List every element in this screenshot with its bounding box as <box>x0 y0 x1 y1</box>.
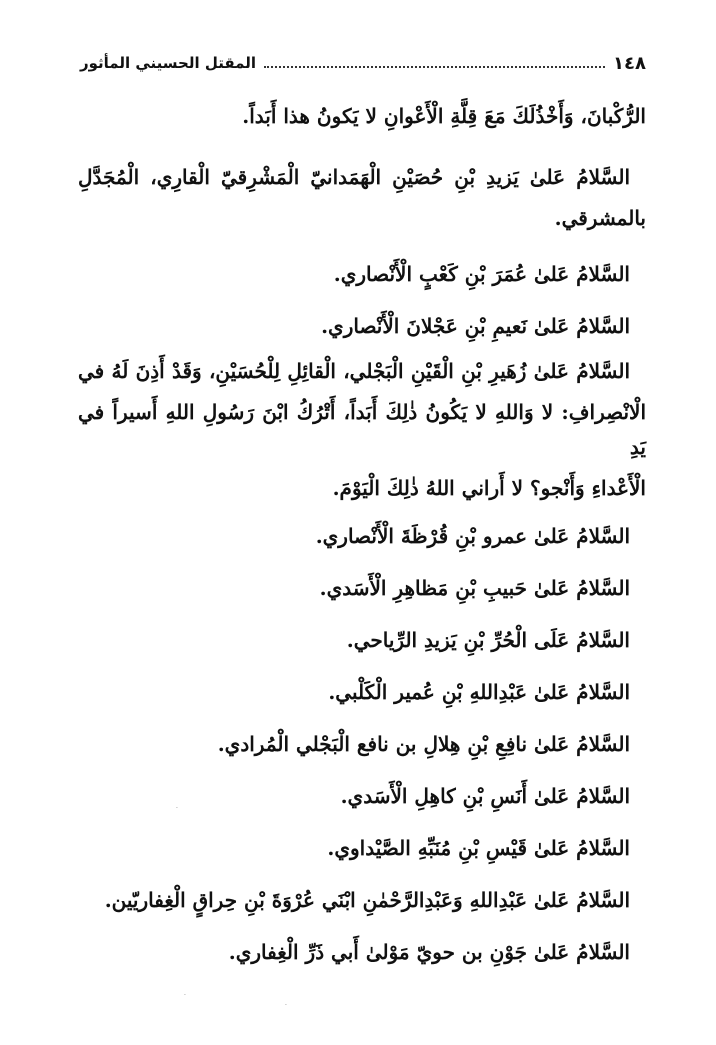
scan-speck: · <box>184 992 186 999</box>
page-body <box>78 90 646 978</box>
text-line: السَّلامُ عَلىٰ أَنَسِ بْنِ كاهِلِ الْأَسَدي. <box>340 784 630 808</box>
text-line: الْأَعْداءِ وَأَنْجو؟ لا أَراني اللهُ ذٰلِكَ الْيَوْمَ. <box>332 476 646 500</box>
salutation-paragraph <box>78 510 646 562</box>
scan-speck: · <box>176 805 178 812</box>
text-line: السَّلامُ عَلىٰ عمرو بْنِ قُرْظَةَ الْأَنْصاري. <box>315 524 630 548</box>
text-line: السَّلامُ عَلىٰ عَبْدِاللهِ بْنِ عُمير الْكَلْبي. <box>328 680 630 704</box>
salutation-paragraph <box>78 770 646 822</box>
text-line: السَّلامُ عَلىٰ يَزيدِ بْنِ حُصَيْنِ الْهَمَدانيّ الْمَشْرِقيّ الْقارِي، الْمُجَدَّلِ <box>78 165 630 189</box>
salutation-paragraph <box>78 666 646 718</box>
salutation-paragraph <box>78 395 646 465</box>
text-line: السَّلامُ عَلىٰ قَيْسِ بْنِ مُنَبِّهِ الصَّيْداوي. <box>327 836 630 860</box>
text-line: السَّلامُ عَلىٰ نَعيمِ بْنِ عَجْلانَ الْأَنْصاري. <box>321 314 630 338</box>
salutation-paragraph <box>78 562 646 614</box>
salutation-paragraph <box>78 471 646 506</box>
text-line: السَّلامُ عَلىٰ عُمَرَ بْنِ كَعْبٍ الْأَنْصاري. <box>333 262 630 286</box>
salutation-paragraph <box>78 160 646 195</box>
salutation-paragraph <box>78 614 646 666</box>
text-line: بالمشرقي. <box>554 206 646 230</box>
text-line: الرُّكْبانَ، وَأَخْذُلَكَ مَعَ قِلَّةِ الْأَعْوانِ لا يَكونُ هذا أَبَداً. <box>242 104 646 128</box>
salutation-paragraph-tail <box>78 201 646 236</box>
text-line: الْانْصِرافِ: لا وَاللهِ لا يَكُونُ ذٰلِكَ أَبَداً، أَتْرُكُ ابْنَ رَسُولِ اللهِ أَسيراً في يَدِ <box>78 400 646 459</box>
salutation-paragraph <box>78 718 646 770</box>
text-line: السَّلامُ عَلَى الْحُرِّ بْنِ يَزيدِ الرِّياحي. <box>346 628 630 652</box>
paragraph-continuation <box>78 90 646 142</box>
page-header <box>80 50 646 76</box>
salutation-paragraph <box>78 822 646 874</box>
salutation-paragraph <box>78 874 646 926</box>
text-line: السَّلامُ عَلىٰ عَبْدِاللهِ وَعَبْدِالرَّحْمٰنِ ابْنَي عُرْوَةَ بْنِ حِراقٍ الْغِفاريّين. <box>104 888 630 912</box>
salutation-paragraph <box>78 926 646 978</box>
text-line: السَّلامُ عَلىٰ نافِعِ بْنِ هِلالِ بن نافع الْبَجْلي الْمُرادي. <box>217 732 630 756</box>
text-line: السَّلامُ عَلىٰ حَبيبِ بْنِ مَظاهِرِ الْأَسَدي. <box>319 576 630 600</box>
salutation-paragraph <box>78 248 646 300</box>
running-title: المقتل الحسيني المأثور <box>80 54 256 72</box>
salutation-paragraph <box>78 354 646 389</box>
page-number: ١٤٨ <box>613 52 646 74</box>
header-dotted-leader <box>264 66 605 68</box>
text-line: السَّلامُ عَلىٰ زُهَيرِ بْنِ الْقَيْنِ الْبَجْلي، الْقائِلِ لِلْحُسَيْنِ، وَقَدْ أَذِنَ لَهُ في <box>78 359 630 383</box>
scan-speck: · <box>285 1002 287 1009</box>
salutation-paragraph <box>78 300 646 352</box>
text-line: السَّلامُ عَلىٰ جَوْنِ بن حويّ مَوْلىٰ أَبي ذَرِّ الْغِفاري. <box>228 940 630 964</box>
